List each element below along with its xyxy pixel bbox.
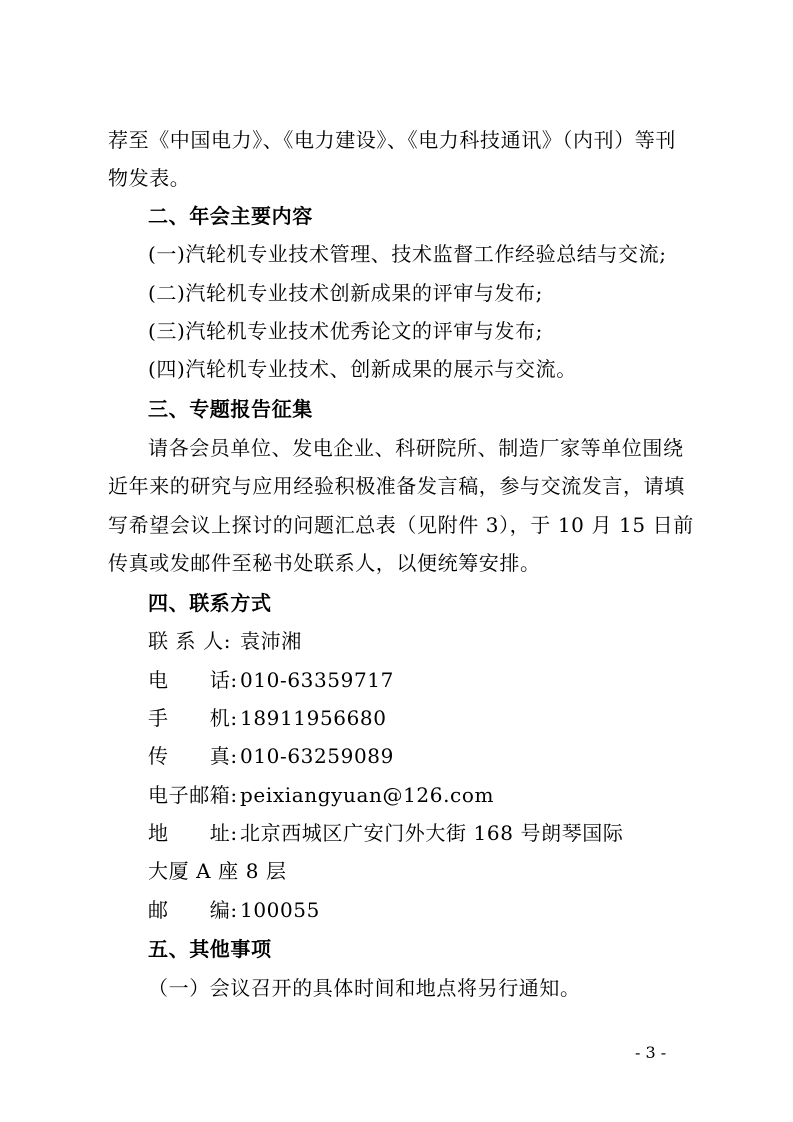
list-item: （一）会议召开的具体时间和地点将另行通知。 [148, 976, 581, 1000]
contact-row-email [148, 783, 738, 807]
contact-value: peixiangyuan@126.com [240, 783, 495, 807]
list-item: (一)汽轮机专业技术管理、技术监督工作经验总结与交流; [148, 242, 667, 266]
contact-label: 联 系 人: [148, 629, 232, 653]
list-item: (四)汽轮机专业技术、创新成果的展示与交流。 [148, 357, 577, 381]
contact-label: 手 机: [148, 706, 238, 730]
contact-row-phone [148, 668, 738, 692]
contact-row-person [148, 629, 738, 653]
contact-row-fax [148, 744, 738, 768]
paragraph-line: 近年来的研究与应用经验积极准备发言稿，参与交流发言，请填 [108, 474, 685, 498]
contact-label: 电子邮箱: [148, 783, 238, 807]
paragraph-line: 物发表。 [108, 166, 191, 190]
list-item: (二)汽轮机专业技术创新成果的评审与发布; [148, 281, 543, 305]
paragraph-line: 传真或发邮件至秘书处联系人，以便统筹安排。 [108, 551, 541, 575]
paragraph-line: 写希望会议上探讨的问题汇总表（见附件 3），于 10 月 15 日前 [108, 513, 694, 537]
contact-row-postcode [148, 898, 738, 922]
paragraph-line: 请各会员单位、发电企业、科研院所、制造厂家等单位围绕 [148, 436, 684, 460]
section-heading: 二、年会主要内容 [148, 204, 313, 228]
contact-label: 电 话: [148, 668, 238, 692]
contact-row-address [148, 821, 738, 845]
address-continuation: 大厦 A 座 8 层 [148, 859, 287, 883]
section-heading: 四、联系方式 [148, 591, 272, 615]
contact-value: 010-63259089 [240, 744, 394, 768]
contact-value: 袁沛湘 [240, 629, 302, 653]
contact-value: 18911956680 [240, 706, 387, 730]
contact-label: 传 真: [148, 744, 238, 768]
contact-label: 邮 编: [148, 898, 238, 922]
contact-label: 地 址: [148, 821, 238, 845]
paragraph-line: 荐至《中国电力》、《电力建设》、《电力科技通讯》（内刊）等刊 [108, 128, 676, 152]
list-item: (三)汽轮机专业技术优秀论文的评审与发布; [148, 319, 543, 343]
section-heading: 五、其他事项 [148, 937, 272, 961]
section-heading: 三、专题报告征集 [148, 397, 313, 421]
contact-value: 100055 [240, 898, 320, 922]
contact-value: 010-63359717 [240, 668, 394, 692]
page-number: - 3 - [635, 1043, 667, 1062]
contact-row-mobile [148, 706, 738, 730]
contact-value: 北京西城区广安门外大街 168 号朗琴国际 [240, 821, 624, 845]
